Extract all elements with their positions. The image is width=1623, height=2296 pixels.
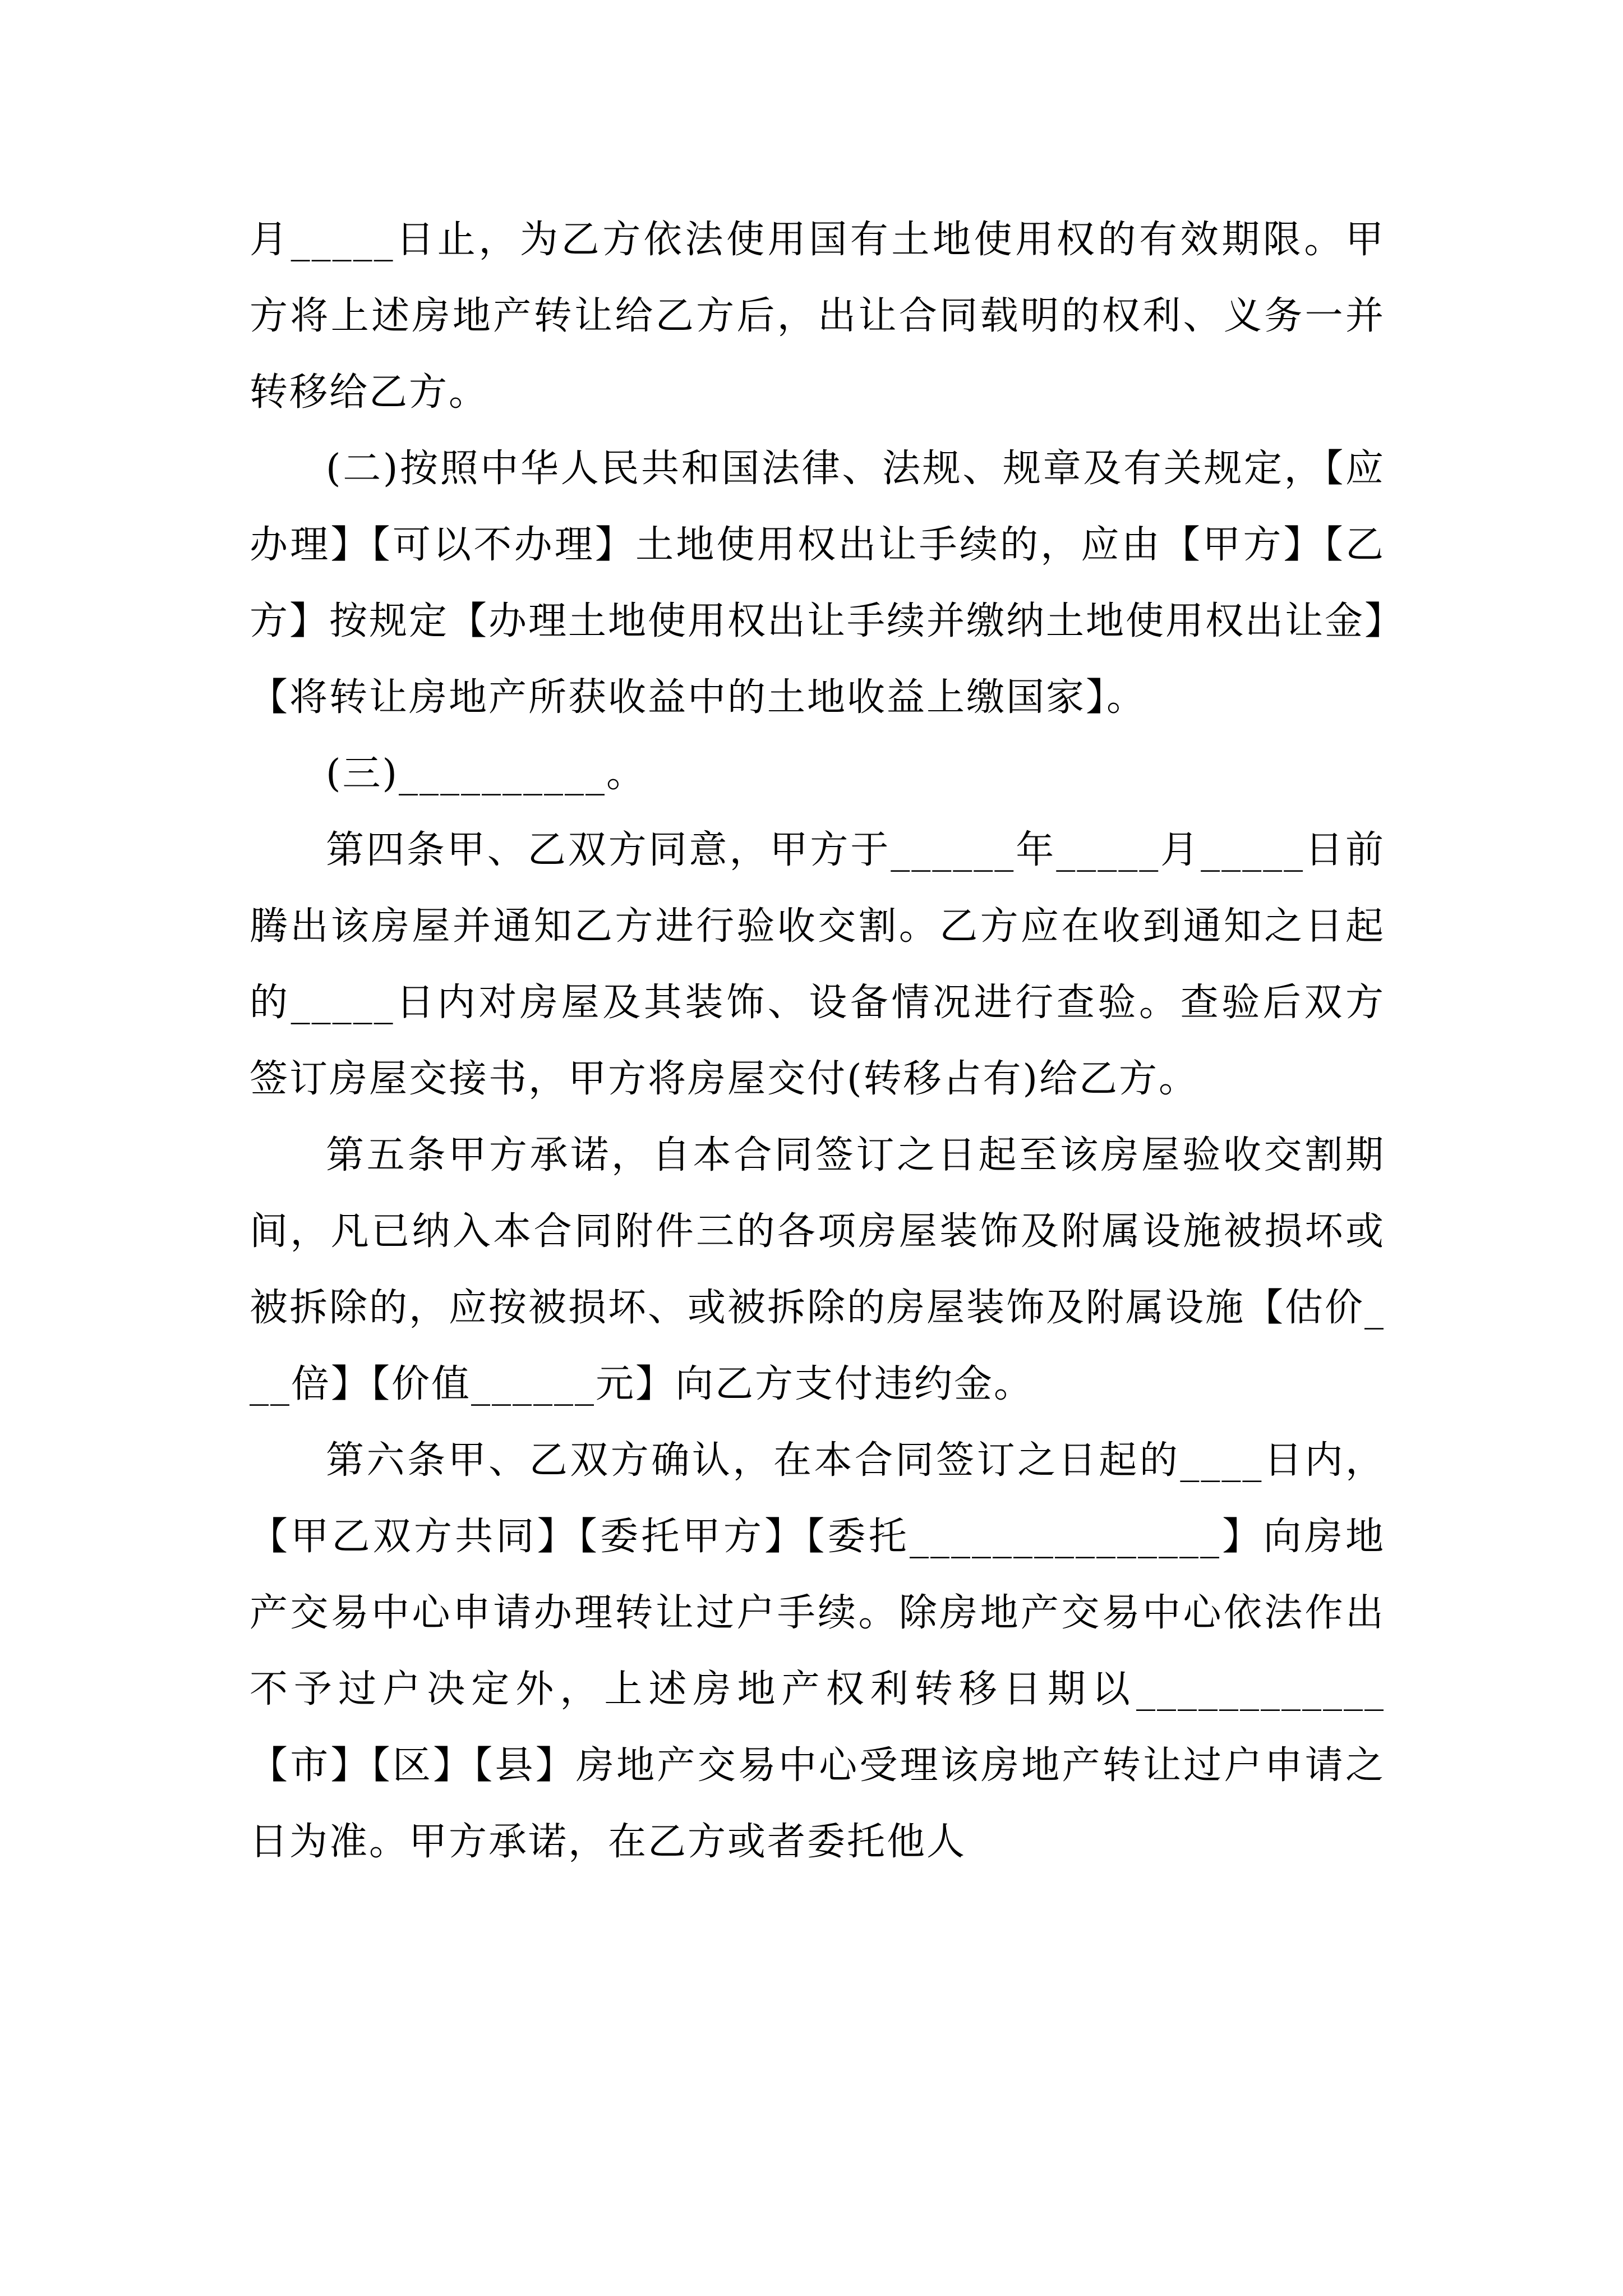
paragraph-article-4: 第四条甲、乙双方同意，甲方于______年_____月_____日前腾出该房屋并通知乙方进行验收交割。乙方应在收到通知之日起的_____日内对房屋及其装饰、设备情况进行查验。查验后双方签订房屋交接书，甲方将房屋交付(转移占有)给乙方。 [250,828,1385,1101]
paragraph-clause-2: (二)按照中华人民共和国法律、法规、规章及有关规定，【应办理】【可以不办理】土地使用权出让手续的，应由【甲方】【乙方】按规定【办理土地使用权出让手续并缴纳土地使用权出让金】【将转让房地产所获收益中的土地收益上缴国家】。 [250,447,1386,720]
paragraph-article-5: 第五条甲方承诺，自本合同签订之日起至该房屋验收交割期间，凡已纳入本合同附件三的各项房屋装饰及附属设施被损坏或被拆除的，应按被损坏、或被拆除的房屋装饰及附属设施【估价___倍】【价值______元】向乙方支付违约金。 [250,1133,1386,1406]
paragraph-land-use-term: 月_____日止，为乙方依法使用国有土地使用权的有效期限。甲方将上述房地产转让给乙方后，出让合同载明的权利、义务一并转移给乙方。 [250,218,1385,415]
document-body [250,202,1385,1880]
paragraph-clause-3: (三)__________。 [326,752,647,796]
paragraph-article-6: 第六条甲、乙双方确认，在本合同签订之日起的____日内，【甲乙双方共同】【委托甲方】【委托_______________】向房地产交易中心申请办理转让过户手续。除房地产交易中心依法作出不予过户决定外，上述房地产权利转移日期以____________【市】【区】【县】房地产交易中心受理该房地产转让过户申请之日为准。甲方承诺，在乙方或者委托他人 [250,1438,1385,1864]
